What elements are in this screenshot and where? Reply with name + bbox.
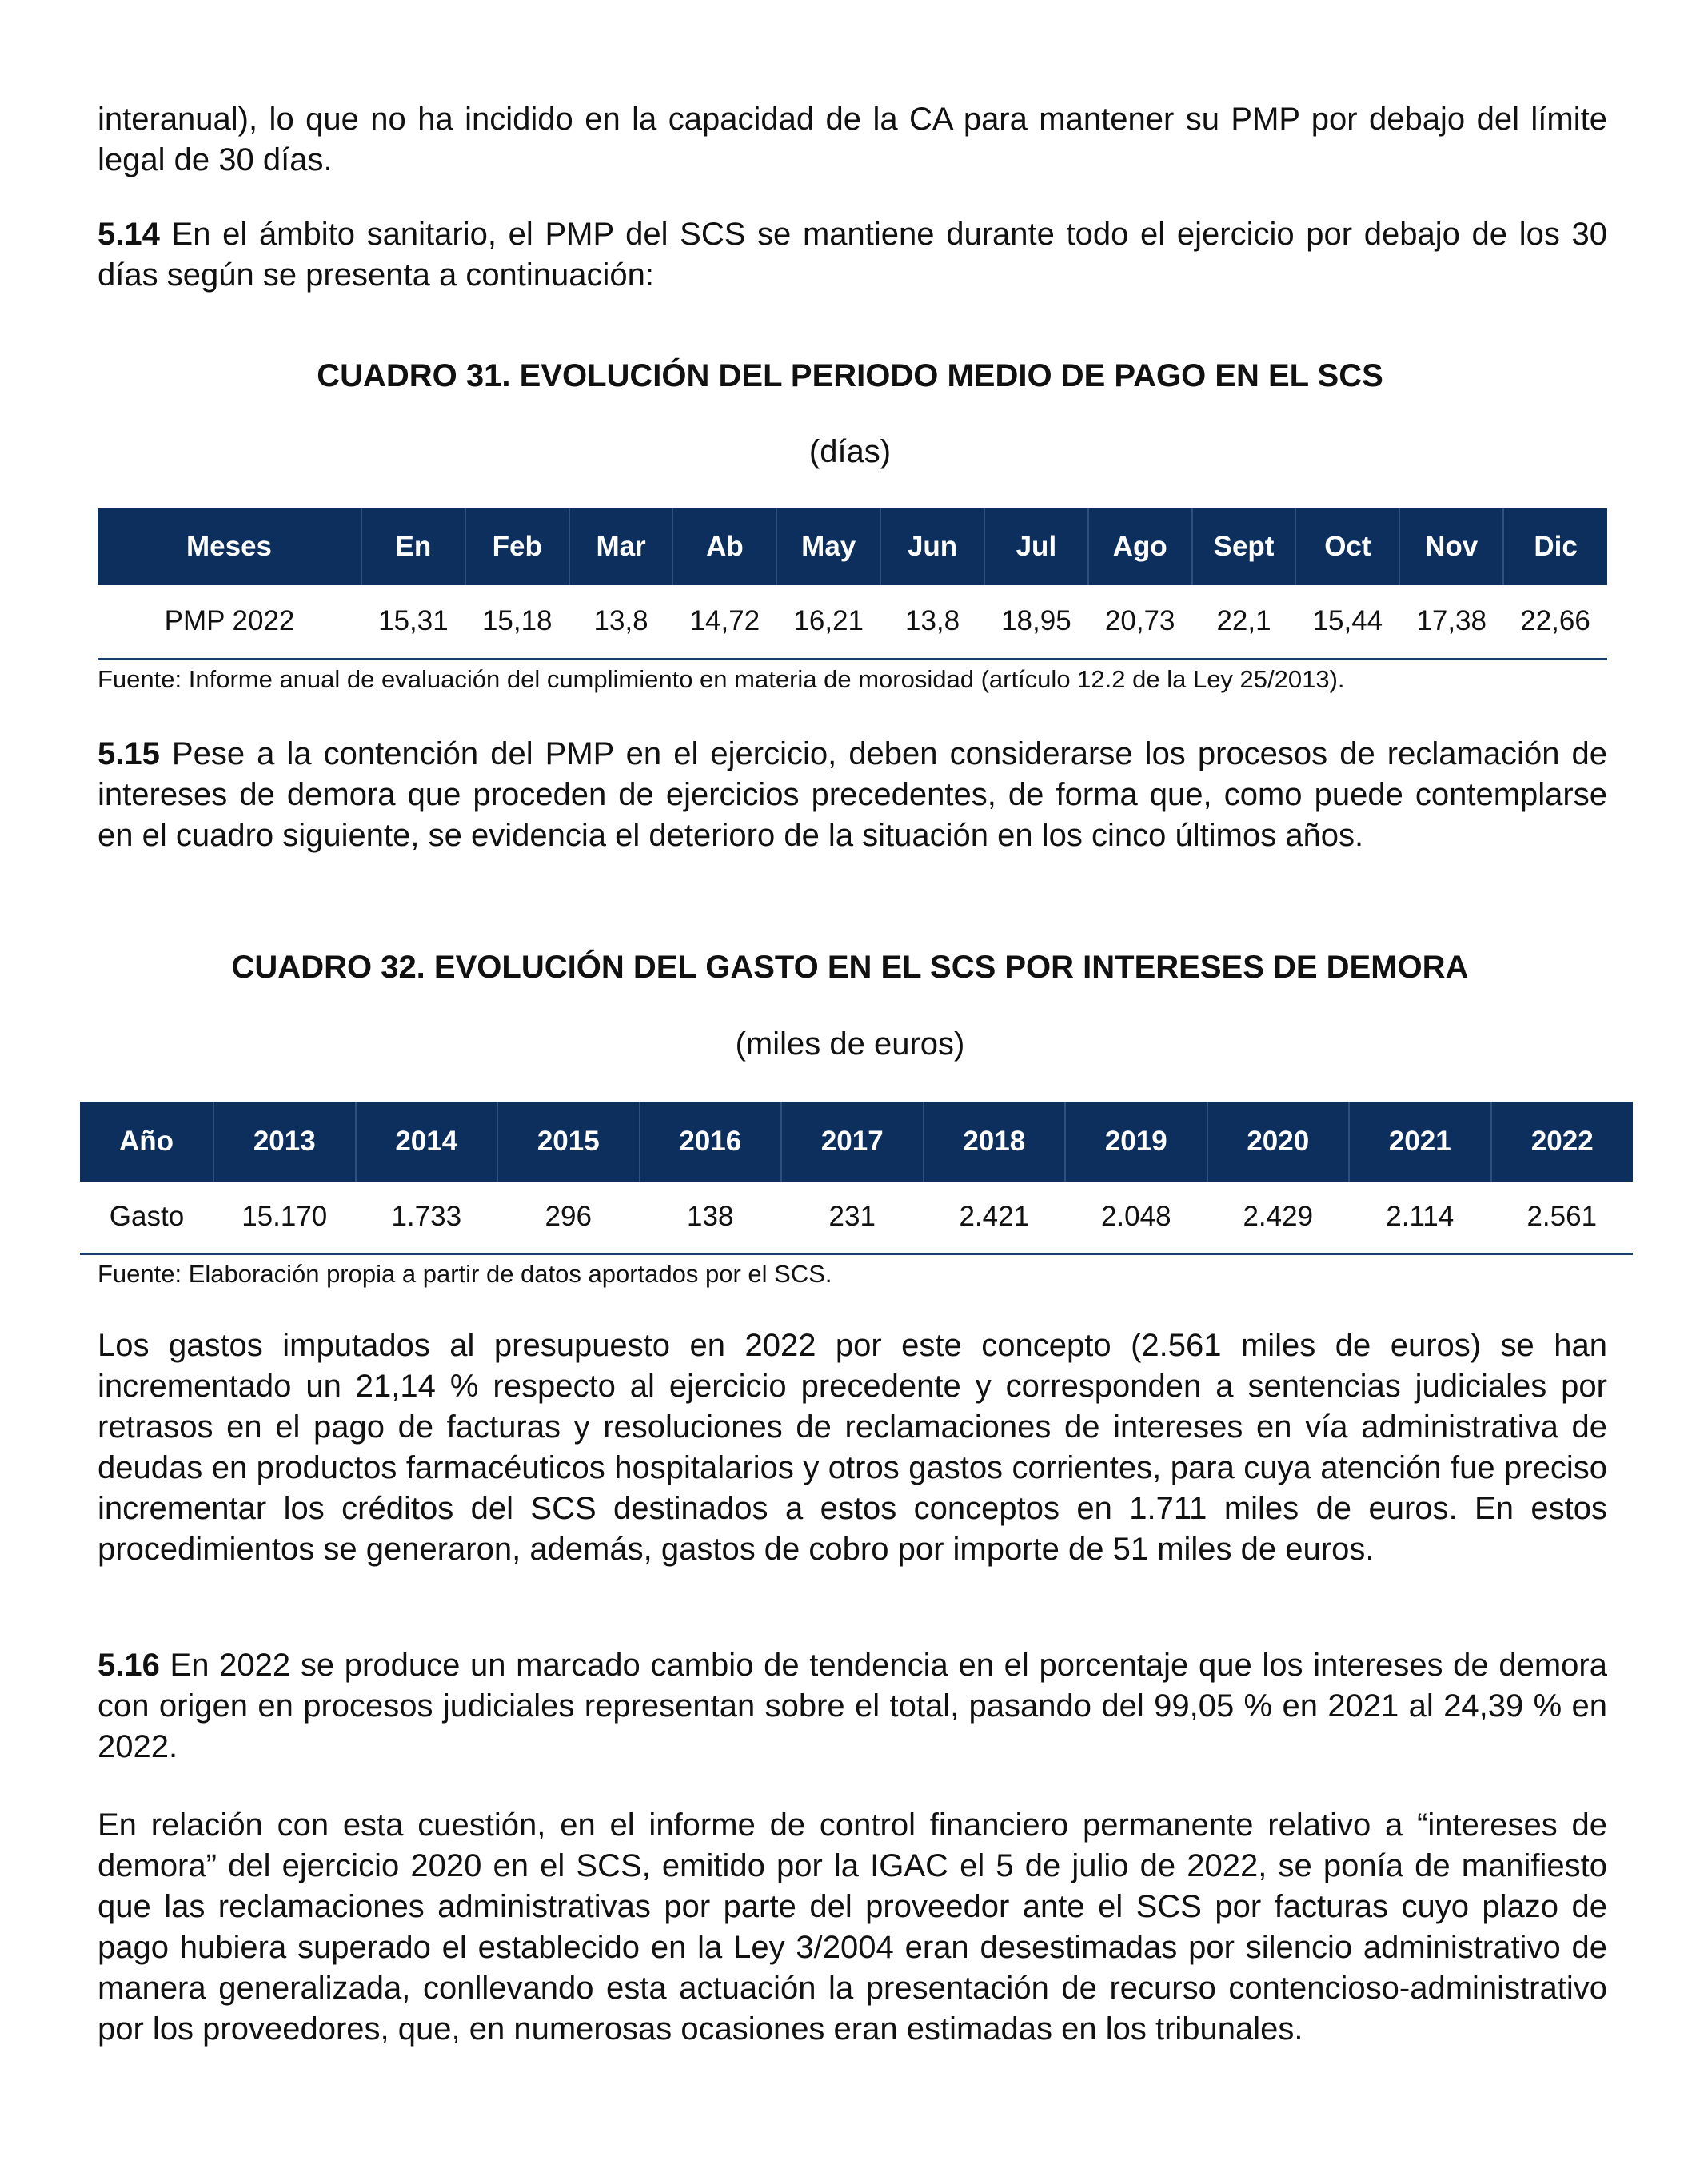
table-cell: 15,44 — [1312, 605, 1383, 637]
table-cell: 13,8 — [904, 605, 960, 637]
section-number: 5.14 — [98, 217, 160, 252]
table-cell: 18,95 — [1001, 605, 1071, 637]
cuadro-31-unit: (días) — [808, 434, 892, 469]
header-cell: Nov — [1399, 508, 1503, 585]
header-cell: 2016 — [640, 1102, 782, 1182]
table-cell: 22,66 — [1520, 605, 1590, 637]
table-cell: 17,38 — [1416, 605, 1487, 637]
header-cell: 2014 — [356, 1102, 498, 1182]
paragraph-text: En 2022 se produce un marcado cambio de tendencia en el porcentaje que los intereses de demora con origen en procesos judiciales representan sobre el total, pasando del 99,05 % en 2021 al 24,39 % en 2022. — [98, 1648, 1607, 1764]
header-cell: 2020 — [1207, 1102, 1350, 1182]
paragraph-5-14 — [98, 214, 1607, 296]
table-cell: 2.421 — [959, 1201, 1030, 1233]
cuadro-32-title: CUADRO 32. EVOLUCIÓN DEL GASTO EN EL SCS POR INTERESES DE DEMORA — [231, 950, 1469, 985]
header-cell: 2021 — [1349, 1102, 1491, 1182]
header-cell: 2015 — [497, 1102, 640, 1182]
cuadro-31-source: Fuente: Informe anual de evaluación del cumplimiento en materia de morosidad (artículo 12.2 de la Ley 25/2013). — [98, 665, 1345, 693]
table-cell: 2.429 — [1243, 1201, 1314, 1233]
paragraph-5-15 — [98, 734, 1607, 856]
header-cell: 2018 — [924, 1102, 1066, 1182]
table-cell: 14,72 — [689, 605, 760, 637]
section-number: 5.16 — [98, 1648, 160, 1683]
header-cell: Dic — [1503, 508, 1607, 585]
header-cell: 2022 — [1491, 1102, 1634, 1182]
cuadro-32-source: Fuente: Elaboración propia a partir de datos aportados por el SCS. — [98, 1260, 832, 1288]
header-cell: Ago — [1088, 508, 1192, 585]
gasto-header-row — [80, 1102, 1633, 1182]
table-row — [98, 585, 1607, 659]
table-cell: 231 — [828, 1201, 876, 1233]
intro-paragraph: interanual), lo que no ha incidido en la capacidad de la CA para mantener su PMP por debajo del límite legal de 30 días. — [98, 102, 1607, 177]
table-cell: 1.733 — [391, 1201, 462, 1233]
cuadro-31-title: CUADRO 31. EVOLUCIÓN DEL PERIODO MEDIO DE PAGO EN EL SCS — [317, 358, 1383, 393]
gasto-table — [80, 1102, 1633, 1255]
table-cell: 296 — [545, 1201, 592, 1233]
table-cell: 15,31 — [378, 605, 449, 637]
table-row — [80, 1182, 1633, 1253]
header-cell: Jul — [984, 508, 1088, 585]
header-cell: 2013 — [213, 1102, 356, 1182]
table-cell: 2.114 — [1386, 1201, 1455, 1233]
pmp-table — [98, 508, 1607, 660]
pmp-header-row — [98, 508, 1607, 585]
table-cell: 15.170 — [241, 1201, 328, 1233]
paragraph-5-16 — [98, 1645, 1607, 1768]
table-cell: PMP 2022 — [164, 605, 295, 637]
header-cell: Sept — [1192, 508, 1296, 585]
table-cell: 13,8 — [593, 605, 648, 637]
header-cell: 2019 — [1065, 1102, 1207, 1182]
table-cell: 20,73 — [1104, 605, 1175, 637]
table-cell: 15,18 — [481, 605, 553, 637]
gastos-paragraph: Los gastos imputados al presupuesto en 2022 por este concepto (2.561 miles de euros) se han incrementado un 21,14 % respecto al ejercicio precedente y corresponden a sentencias judiciales por retrasos en el pago de facturas y resoluciones de reclamaciones de intereses en vía administrativa de deudas en productos farmacéuticos hospitalarios y otros gastos corrientes, para cuya atención fue preciso incrementar los créditos del SCS destinados a estos conceptos en 1.711 miles de euros. En estos procedimientos se generaron, además, gastos de cobro por importe de 51 miles de euros. — [98, 1328, 1607, 1567]
header-cell: Ab — [672, 508, 776, 585]
header-cell: May — [776, 508, 880, 585]
table-cell: 22,1 — [1216, 605, 1271, 637]
header-cell: Feb — [465, 508, 569, 585]
paragraph-text: En el ámbito sanitario, el PMP del SCS se mantiene durante todo el ejercicio por debajo de los 30 días según se presenta a continuación: — [98, 217, 1607, 293]
table-cell: 2.048 — [1100, 1201, 1171, 1233]
header-cell: 2017 — [781, 1102, 924, 1182]
relacion-paragraph: En relación con esta cuestión, en el informe de control financiero permanente relativo a “intereses de demora” del ejercicio 2020 en el SCS, emitido por la IGAC el 5 de julio de 2022, se ponía de manifiesto que las reclamaciones administrativas por parte del proveedor ante el SCS por facturas cuyo plazo de pago hubiera superado el establecido en la Ley 3/2004 eran desestimadas por silencio administrativo de manera generalizada, conllevando esta actuación la presentación de recurso contencioso-administrativo por los proveedores, que, en numerosas ocasiones eran estimadas en los tribunales. — [98, 1807, 1607, 2047]
header-cell: Oct — [1295, 508, 1399, 585]
table-cell: 16,21 — [793, 605, 864, 637]
section-number: 5.15 — [98, 736, 160, 771]
header-cell: Jun — [880, 508, 984, 585]
paragraph-text: Pese a la contención del PMP en el ejercicio, deben considerarse los procesos de reclamación de intereses de demora que proceden de ejercicios precedentes, de forma que, como puede contemplarse en el cuadro siguiente, se evidencia el deterioro de la situación en los cinco últimos años. — [98, 736, 1607, 853]
table-cell: 138 — [687, 1201, 734, 1233]
table-cell: 2.561 — [1526, 1201, 1598, 1233]
header-cell: Meses — [98, 508, 361, 585]
table-cell: Gasto — [109, 1201, 185, 1233]
header-cell: En — [361, 508, 465, 585]
cuadro-32-unit: (miles de euros) — [735, 1026, 965, 1062]
header-cell: Año — [80, 1102, 213, 1182]
header-cell: Mar — [569, 508, 673, 585]
